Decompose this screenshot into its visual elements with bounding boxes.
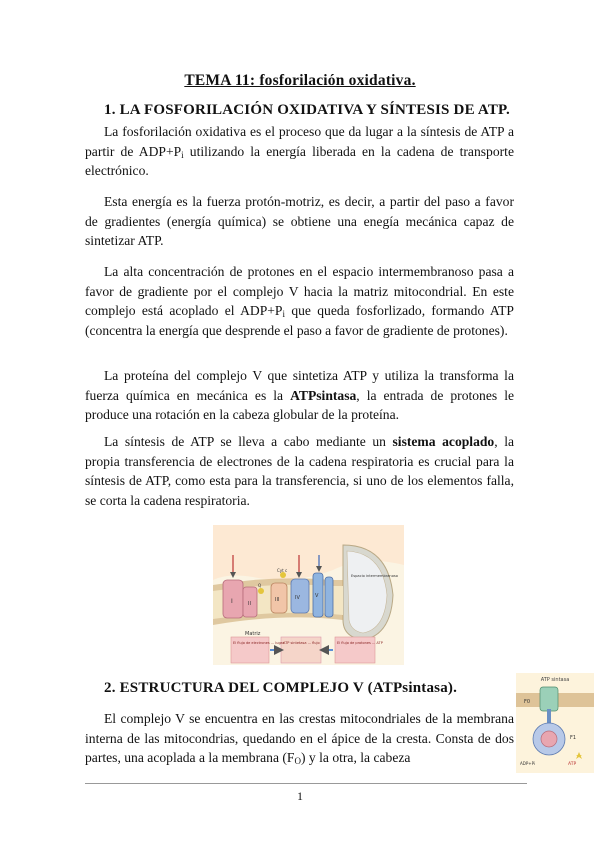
paragraph-1: La fosforilación oxidativa es el proceso que da lugar a la síntesis de ATP a partir de $ADP+P_i$ utilizando la energía liberada en la cadena de transporte electrónico.	[85, 124, 514, 178]
paragraph-3: La alta concentración de protones en el espacio intermembranoso pasa a favor de gradiente por el complejo V hacia la matriz mitocondrial. En este complejo está acoplado el $ADP+P_i$ que queda fosforlizado, formando ATP (concentra la energía que desprende el paso a favor de gradiente de protones).	[85, 264, 514, 338]
section-2-paragraph-1: El complejo V se encuentra en las crestas mitocondriales de la membrana interna de las mitocondrias, quedando en el ápice de la cresta. Consta de dos partes, una acoplada a la membrana $(F_O)$ y la otra, la cabeza	[85, 711, 514, 766]
caption-proton-flow: El flujo de protones ... ATP	[337, 641, 383, 645]
intermembrane-label: Espacio intermembranoso	[351, 574, 398, 578]
complex-v-label: V	[315, 593, 319, 599]
atp-synthase-thumbnail	[516, 673, 594, 773]
caption-electron-flow: El flujo de electrones ... lugar	[233, 641, 285, 645]
paragraph-4: La proteína del complejo V que sintetiza ATP y utiliza la transforma la fuerza química en mecánica es la ATPsintasa, la entrada de protones le produce una rotación en la cabeza globular de la proteína.	[85, 368, 514, 422]
document-title: TEMA 11: fosforilación oxidativa.	[184, 72, 416, 89]
atp-label: ATP	[568, 762, 577, 767]
paragraph-2: Esta energía es la fuerza protón-motriz, es decir, a partir del paso a favor de gradientes (energía química) se obtiene una enegía mecánica capaz de sintetizar ATP.	[85, 194, 514, 248]
complex-i-label: I	[231, 598, 233, 605]
caption-atp-synthase: ATP sintetasa ... flujo	[283, 641, 320, 645]
section-1-heading: 1. LA FOSFORILACIÓN OXIDATIVA Y SÍNTESIS DE ATP.	[104, 102, 510, 118]
adp-label: ADP+Pi	[520, 761, 536, 766]
footer-divider	[85, 783, 527, 784]
thumbnail-title: ATP sintasa	[540, 677, 570, 683]
complex-iv-label: IV	[295, 595, 300, 601]
f1-label: F1	[570, 735, 577, 741]
respiratory-chain-figure	[213, 525, 404, 665]
complex-ii-label: II	[248, 601, 251, 607]
ubiquinone-label: Q	[258, 583, 262, 588]
paragraph-5: La síntesis de ATP se lleva a cabo mediante un sistema acoplado, la propia transferencia de electrones de la cadena respiratoria es crucial para la síntesis de ATP, como esta para la transferencia, si uno de los elementos falla, se corta la cadena respiratoria.	[85, 434, 514, 508]
page-number: 1	[297, 789, 303, 803]
cytochrome-c-label: Cyt c	[277, 568, 288, 573]
section-2-heading: 2. ESTRUCTURA DEL COMPLEJO V (ATPsintasa).	[104, 680, 458, 696]
matrix-label: Matriz	[245, 631, 261, 637]
f0-label: F0	[524, 699, 531, 705]
complex-iii-label: III	[275, 597, 280, 603]
